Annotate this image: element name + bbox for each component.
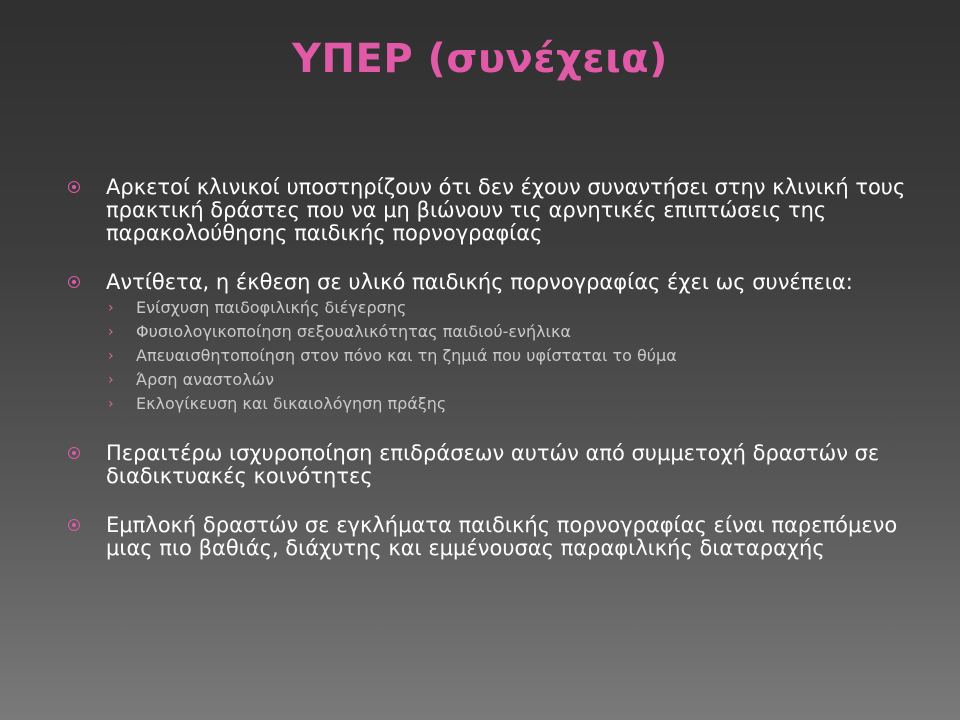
sub-bullet-text: Απευαισθητοποίηση στον πόνο και τη ζημιά που υφίσταται το θύμα (136, 346, 677, 365)
bullet-text: Εμπλοκή δραστών σε εγκλήματα παιδικής πορνογραφίας είναι παρεπόμενο μιας πιο βαθιάς, διάχυτης και εμμένουσας παραφιλικής διαταραχής (106, 513, 898, 560)
sub-bullet-text: Εκλογίκευση και δικαιολόγηση πράξης (136, 394, 447, 413)
circle-dot-bullet-icon (68, 447, 80, 459)
circle-dot-bullet-icon (68, 181, 80, 193)
bullet-text: Περαιτέρω ισχυροποίηση επιδράσεων αυτών από συμμετοχή δραστών σε διαδικτυακές κοινότητες (106, 441, 880, 488)
sub-bullet-item (106, 296, 908, 320)
bullet-item (68, 176, 908, 245)
sub-bullet-item (106, 392, 908, 416)
chevron-right-icon: › (108, 348, 114, 364)
chevron-right-icon: › (108, 372, 114, 388)
sub-bullet-item (106, 320, 908, 344)
chevron-right-icon: › (108, 300, 114, 316)
sub-bullet-text: Φυσιολογικοποίηση σεξουαλικότητας παιδιού-ενήλικα (136, 322, 571, 341)
bullet-text: Αντίθετα, η έκθεση σε υλικό παιδικής πορνογραφίας έχει ως συνέπεια: (106, 270, 853, 294)
sub-bullet-item (106, 368, 908, 392)
sub-bullet-text: Άρση αναστολών (136, 370, 274, 389)
bullet-item (68, 271, 908, 416)
slide-content (68, 176, 908, 586)
circle-dot-bullet-icon (68, 519, 80, 531)
circle-dot-bullet-icon (68, 276, 80, 288)
bullet-item (68, 514, 908, 560)
chevron-right-icon: › (108, 396, 114, 412)
sub-bullet-text: Ενίσχυση παιδοφιλικής διέγερσης (136, 298, 407, 317)
sub-bullet-item (106, 344, 908, 368)
bullet-item (68, 442, 908, 488)
chevron-right-icon: › (108, 324, 114, 340)
bullet-text: Αρκετοί κλινικοί υποστηρίζουν ότι δεν έχουν συναντήσει στην κλινική τους πρακτική δράστες που να μη βιώνουν τις αρνητικές επιπτώσεις της παρακολούθησης παιδικής πορνογραφίας (106, 175, 906, 245)
slide-title: ΥΠΕΡ (συνέχεια) (292, 36, 668, 82)
sub-bullet-list (106, 296, 908, 416)
